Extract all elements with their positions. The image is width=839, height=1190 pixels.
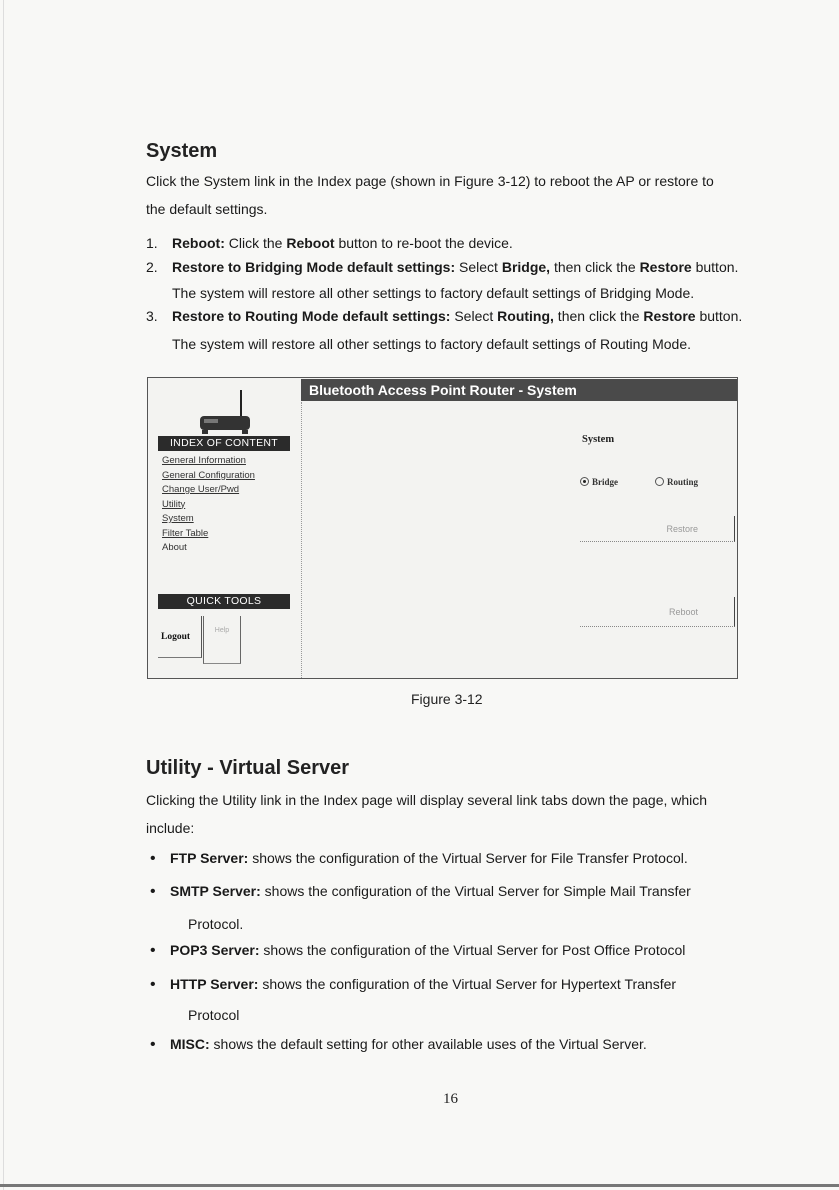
bullet-http-server: • HTTP Server: shows the configuration of the Virtual Server for Hypertext Transfer Protocol — [150, 974, 750, 1025]
bullet-dot: • — [150, 976, 156, 993]
page-number: 16 — [443, 1091, 458, 1107]
list-number: 2. — [146, 259, 158, 275]
system-panel-label: System — [582, 434, 615, 445]
system-intro-line1: Click the System link in the Index page (shown in Figure 3-12) to reboot the AP or restore to — [146, 173, 714, 189]
list-continuation: The system will restore all other settings to factory default settings of Routing Mode. — [172, 336, 692, 352]
utility-heading: Utility - Virtual Server — [146, 757, 350, 779]
utility-intro-line2: include: — [146, 820, 195, 836]
utility-intro — [146, 786, 766, 842]
index-link-general-information[interactable]: General Information — [162, 455, 246, 466]
router-icon — [196, 390, 254, 438]
index-link-list — [162, 454, 292, 556]
index-link-change-user-pwd[interactable]: Change User/Pwd — [162, 484, 240, 495]
bullet-ftp-server: • FTP Server: shows the configuration of the Virtual Server for File Transfer Protocol. — [150, 850, 688, 867]
list-item-restore-bridging: 2. Restore to Bridging Mode default settings: Select Bridge, then click the Restore button. The system will restore all other settings to factory default settings of Bridging Mode. — [146, 257, 766, 303]
list-number: 1. — [146, 235, 158, 251]
list-bold-label: Reboot: — [172, 235, 225, 251]
system-intro-line2: the default settings. — [146, 201, 268, 217]
logout-button[interactable]: Logout — [158, 616, 202, 658]
index-of-content-header: INDEX OF CONTENT — [158, 436, 290, 451]
quick-tools-header: QUICK TOOLS — [158, 594, 290, 609]
bullet-dot: • — [150, 883, 156, 900]
bullet-dot: • — [150, 942, 156, 959]
bullet-dot: • — [150, 850, 156, 867]
system-intro — [146, 167, 766, 223]
index-link-utility[interactable]: Utility — [162, 498, 186, 510]
radio-routing[interactable] — [655, 477, 698, 487]
list-item-restore-routing: 3. Restore to Routing Mode default settings: Select Routing, then click the Restore button. The system will restore all other settings to factory default settings of Routing Mode. — [146, 306, 766, 354]
index-link-general-configuration[interactable]: General Configuration — [162, 469, 255, 481]
figure-caption: Figure 3-12 — [411, 691, 483, 707]
bullet-pop3-server: • POP3 Server: shows the configuration of the Virtual Server for Post Office Protocol — [150, 942, 686, 959]
list-bold-label: Restore to Routing Mode default settings: — [172, 308, 451, 324]
radio-selected-icon — [580, 477, 589, 486]
index-link-filter-table[interactable]: Filter Table — [162, 527, 209, 539]
figure-screenshot — [147, 377, 738, 679]
bullet-continuation: Protocol. — [188, 916, 244, 932]
bullet-misc: • MISC: shows the default setting for other available uses of the Virtual Server. — [150, 1036, 647, 1053]
figure-divider — [301, 402, 302, 678]
bottom-scan-edge — [0, 1184, 839, 1187]
list-number: 3. — [146, 308, 158, 324]
index-link-system[interactable]: System — [162, 513, 194, 524]
radio-bridge-label: Bridge — [592, 477, 618, 487]
bullet-dot: • — [150, 1036, 156, 1053]
reboot-button[interactable]: Reboot — [580, 597, 735, 627]
bullet-continuation: Protocol — [188, 1007, 240, 1023]
radio-unselected-icon — [655, 477, 664, 486]
utility-intro-line1: Clicking the Utility link in the Index page will display several link tabs down the page, which — [146, 792, 708, 808]
index-link-about[interactable]: About — [162, 542, 187, 553]
radio-routing-label: Routing — [667, 477, 699, 487]
scan-edge-line — [3, 0, 4, 1190]
list-item-reboot: 1. Reboot: Click the Reboot button to re-boot the device. — [146, 235, 513, 251]
system-heading: System — [146, 140, 218, 162]
radio-bridge[interactable] — [580, 477, 618, 487]
figure-banner-title: Bluetooth Access Point Router - System — [301, 379, 737, 401]
restore-button[interactable]: Restore — [580, 516, 735, 542]
list-continuation: The system will restore all other settings to factory default settings of Bridging Mode. — [172, 285, 695, 301]
help-button[interactable]: Help — [203, 616, 241, 664]
bullet-smtp-server: • SMTP Server: shows the configuration of the Virtual Server for Simple Mail Transfer Protocol. — [150, 881, 750, 934]
list-bold-label: Restore to Bridging Mode default settings: — [172, 259, 456, 275]
